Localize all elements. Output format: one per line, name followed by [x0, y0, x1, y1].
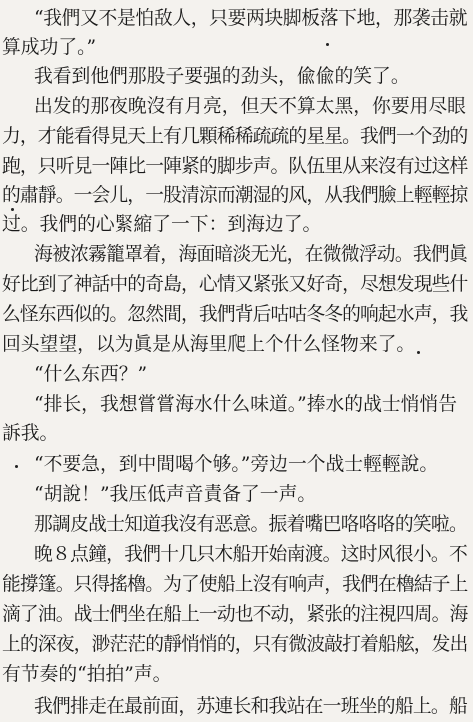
text-line: “我們又不是怕敌人，只要两块脚板落下地，那袭击就: [34, 8, 468, 29]
print-speck: [15, 465, 18, 468]
text-line: “不要急，到中間喝个够。”旁边一个战士輕輕說。: [34, 454, 439, 475]
text-line: “什么东西？”: [34, 364, 148, 385]
text-line: 回头望望，以为眞是从海里爬上个什么怪物来了。: [2, 334, 416, 355]
text-line: 算成功了。”: [2, 37, 97, 58]
text-line: 过。我們的心緊縮了一下：到海边了。: [2, 214, 322, 235]
text-line: 滴了油。战士們坐在船上一动也不动，紧张的注視四周。海: [2, 604, 468, 625]
text-line: 訴我。: [2, 423, 59, 444]
text-line: 上的深夜，渺茫茫的靜悄悄的，只有微波敲打着船舷，发出: [2, 634, 468, 655]
text-line: 晚８点鐘，我們十几只木船开始南渡。这时风很小。不: [34, 544, 467, 565]
text-line: 跑，只听見一陣比一陣紧的脚步声。队伍里从来沒有过这样: [2, 156, 468, 177]
text-line: “排长，我想嘗嘗海水什么味道。”捧水的战士悄悄告: [34, 394, 457, 415]
text-line: 出发的那夜晚沒有月亮，但天不算太黑，你要用尽眼: [34, 96, 466, 117]
text-line: 么怪东西似的。忽然間，我們背后咕咕冬冬的响起水声，我: [2, 304, 468, 325]
text-line: 好比到了神話中的奇島，心情又紧张又好奇，尽想发現些什: [2, 274, 468, 295]
text-line: 海被浓霧籠罩着，海面暗淡无光，在微微浮动。我們眞: [34, 244, 467, 265]
print-speck: [11, 208, 14, 211]
text-line: 能撐篷。只得搖櫓。为了使船上沒有响声，我們在櫓結子上: [2, 574, 468, 595]
text-line: 力，才能看得見天上有几顆稀稀疏疏的星星。我們一个劲的: [2, 126, 468, 147]
text-line: 我們排走在最前面，苏連长和我站在一班坐的船上。船: [34, 696, 467, 717]
print-speck: [417, 351, 420, 354]
text-line: “胡說！”我压低声音責备了一声。: [34, 484, 317, 505]
text-line: 的肅靜。一会儿，一股清涼而潮湿的风，从我們臉上輕輕掠: [2, 185, 468, 206]
text-line: 那調皮战士知道我沒有恶意。振着嘴巴咯咯咯的笑啦。: [34, 514, 467, 535]
print-speck: [326, 43, 329, 46]
text-line: 我看到他們那股子要强的劲头，偸偸的笑了。: [34, 66, 410, 87]
text-line: 有节奏的“拍拍”声。: [2, 664, 172, 685]
